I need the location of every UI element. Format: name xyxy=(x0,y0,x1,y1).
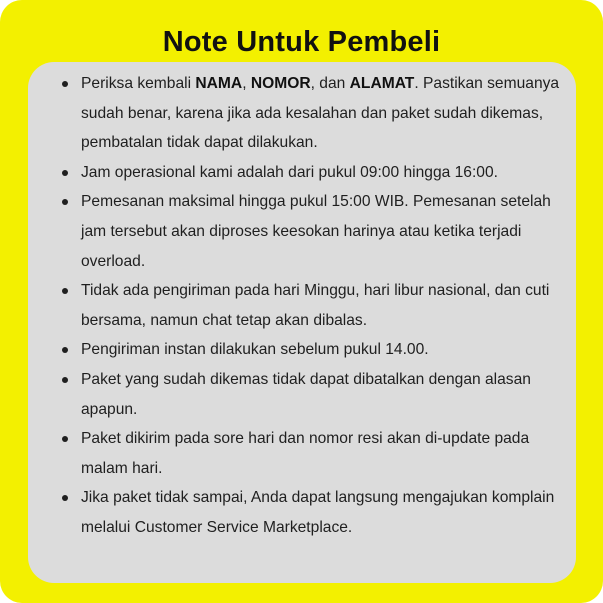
note-text: , dan xyxy=(310,75,350,92)
note-item xyxy=(62,365,562,424)
note-item xyxy=(62,158,562,188)
note-item xyxy=(62,335,562,365)
note-item xyxy=(62,483,562,542)
note-item xyxy=(62,187,562,276)
notes-card xyxy=(28,62,576,583)
note-text: , xyxy=(242,75,251,92)
note-item xyxy=(62,424,562,483)
note-item xyxy=(62,69,562,158)
bullet-icon xyxy=(62,377,68,383)
note-text: Jika paket tidak sampai, Anda dapat langsung mengajukan komplain melalui Customer Service Marketplace. xyxy=(81,489,555,536)
note-item xyxy=(62,276,562,335)
bullet-icon xyxy=(62,81,68,87)
bullet-icon xyxy=(62,288,68,294)
note-text: Pemesanan maksimal hingga pukul 15:00 WIB. Pemesanan setelah jam tersebut akan diproses keesokan harinya atau ketika terjadi overload. xyxy=(81,193,551,270)
note-bold-alamat: ALAMAT xyxy=(349,75,415,92)
note-bold-nama: NAMA xyxy=(195,75,243,92)
bullet-icon xyxy=(62,199,68,205)
note-text: Paket dikirim pada sore hari dan nomor resi akan di-update pada malam hari. xyxy=(81,430,530,477)
bullet-icon xyxy=(62,495,68,501)
note-text: Tidak ada pengiriman pada hari Minggu, hari libur nasional, dan cuti bersama, namun chat tetap akan dibalas. xyxy=(81,282,550,329)
note-text: . Pastikan semuanya sudah benar, karena jika ada kesalahan dan paket sudah dikemas, pembatalan tidak dapat dilakukan. xyxy=(81,75,560,152)
note-text: Periksa kembali xyxy=(81,75,196,92)
bullet-icon xyxy=(62,436,68,442)
note-text: Jam operasional kami adalah dari pukul 09:00 hingga 16:00. xyxy=(81,163,498,181)
note-text: Paket yang sudah dikemas tidak dapat dibatalkan dengan alasan apapun. xyxy=(81,370,531,418)
notes-list xyxy=(62,69,562,543)
poster-title: Note Untuk Pembeli xyxy=(162,26,441,58)
note-bold-nomor: NOMOR xyxy=(250,75,311,92)
bullet-icon xyxy=(62,170,68,176)
bullet-icon xyxy=(62,347,68,353)
note-text: Pengiriman instan dilakukan sebelum pukul 14.00. xyxy=(81,341,429,359)
